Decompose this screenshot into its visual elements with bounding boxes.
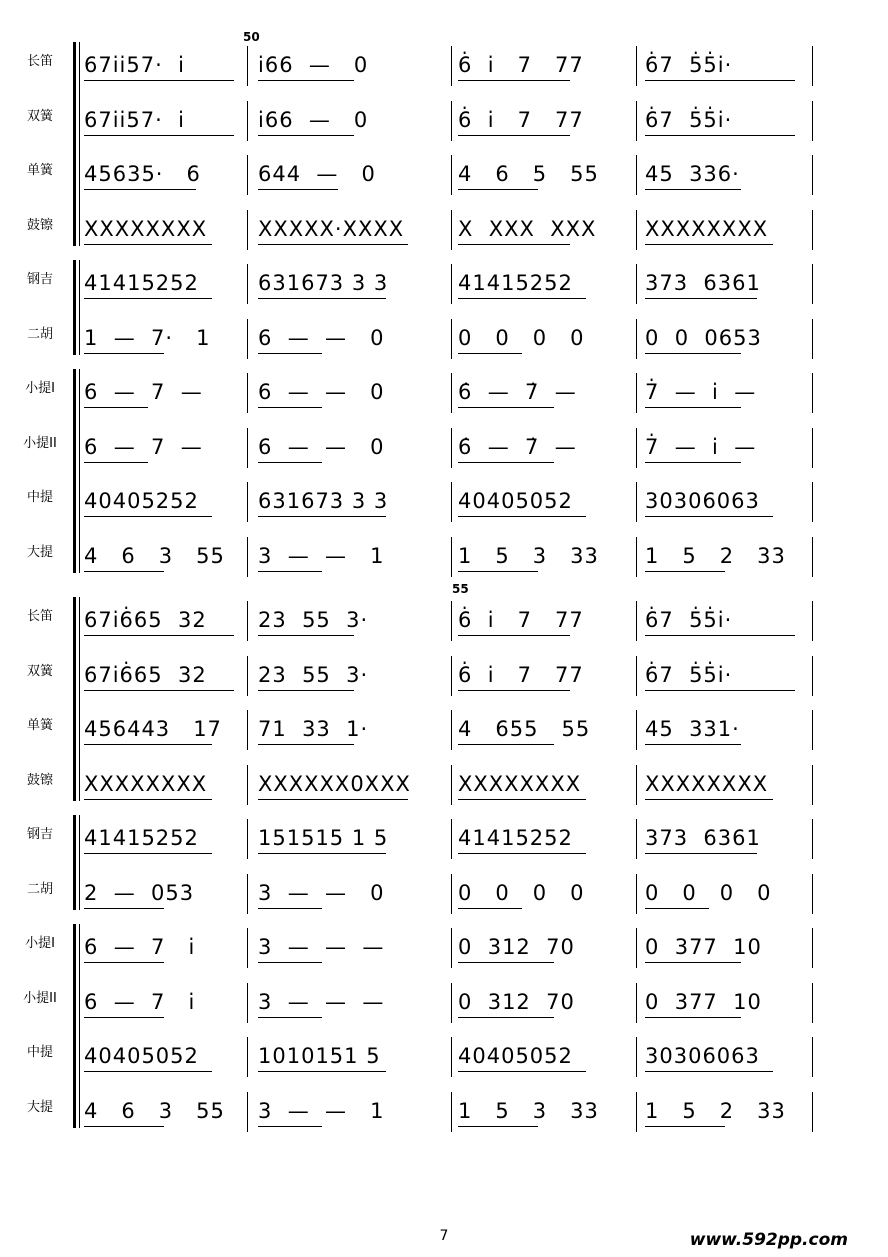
barline (451, 482, 452, 522)
barline (636, 765, 637, 805)
measure-notes: XXXXXXXX (645, 771, 769, 796)
beam-underline (458, 244, 570, 245)
instrument-label: 小提I (25, 936, 55, 951)
barline (247, 319, 248, 359)
measure-notes: 151515 1 5 (258, 826, 389, 850)
barline (636, 264, 637, 304)
beam-underline (84, 1071, 212, 1072)
watermark-text: www.592pp.com (689, 1230, 848, 1250)
beam-underline (645, 189, 741, 190)
barline (812, 46, 813, 86)
barline (636, 319, 637, 359)
beam-underline (258, 298, 386, 299)
instrument-label: 大提 (26, 1099, 53, 1115)
beam-underline (84, 80, 234, 81)
measure-notes: 1 5 2 33 (645, 1098, 786, 1123)
beam-underline (645, 690, 795, 691)
barline (247, 46, 248, 86)
measure-notes: 1 5 3 33 (458, 1098, 599, 1123)
measure-notes: 4 655 55 (458, 717, 591, 741)
instrument-label: 钢吉 (26, 827, 53, 842)
staff-bracket (73, 260, 76, 355)
barline (812, 537, 813, 577)
barline (812, 1037, 813, 1077)
barline (451, 319, 452, 359)
barline (247, 983, 248, 1023)
measure-notes: 40405052 (458, 1044, 573, 1068)
barline (247, 765, 248, 805)
barline (636, 710, 637, 750)
beam-underline (84, 962, 164, 963)
barline (812, 482, 813, 522)
measure-notes: 0 377 10 (645, 935, 762, 959)
beam-underline (645, 135, 795, 136)
instrument-label: 单簧 (26, 163, 53, 178)
beam-underline (645, 353, 741, 354)
measure-notes: 373 6361 (645, 826, 761, 850)
instrument-label: 二胡 (26, 326, 53, 342)
beam-underline (645, 80, 795, 81)
beam-underline (258, 462, 322, 463)
measure-notes: 6 — 7 i̇ (84, 935, 196, 959)
measure-notes: 41415252 (84, 826, 199, 850)
beam-underline (258, 80, 354, 81)
beam-underline (645, 1126, 725, 1127)
barline (812, 428, 813, 468)
measure-notes: 67i̇6̇65 32 (84, 608, 207, 632)
measure-notes: 4 6 5 55 (458, 162, 599, 186)
measure-notes: 6 — — 0 (258, 434, 385, 459)
beam-underline (258, 690, 354, 691)
barline (636, 601, 637, 641)
page-number: 7 (439, 1228, 449, 1244)
measure-notes: 6̇7 5̇5̇i̇· (645, 53, 733, 77)
staff-bracket (73, 369, 76, 573)
measure-notes: 40405052 (84, 1044, 199, 1068)
staff-bracket-line (79, 597, 80, 801)
barline (247, 101, 248, 141)
beam-underline (645, 908, 709, 909)
measure-notes: 631673 3 3 (258, 271, 389, 295)
barline (247, 874, 248, 914)
measure-notes: XXXXXXXX (84, 216, 208, 241)
measure-notes: 1 5 3 33 (458, 543, 599, 568)
beam-underline (84, 690, 234, 691)
beam-underline (258, 353, 322, 354)
beam-underline (458, 353, 522, 354)
beam-underline (458, 908, 522, 909)
measure-notes: X XXX XXX (458, 216, 597, 241)
measure-notes: 6̇7 5̇5̇i̇· (645, 107, 733, 132)
measure-notes: XXXXX·XXXX (258, 216, 405, 241)
barline (812, 656, 813, 696)
staff-bracket-line (79, 42, 80, 246)
measure-notes: 631673 3 3 (258, 489, 389, 513)
barline (812, 874, 813, 914)
measure-notes: 644 — 0 (258, 162, 376, 186)
instrument-label: 单簧 (26, 718, 53, 733)
barline (451, 983, 452, 1023)
instrument-label: 钢吉 (26, 272, 53, 287)
beam-underline (458, 135, 570, 136)
barline (247, 710, 248, 750)
barline (812, 983, 813, 1023)
beam-underline (84, 516, 212, 517)
measure-notes: 6 — 7 i̇ (84, 989, 196, 1014)
beam-underline (258, 1017, 322, 1018)
beam-underline (458, 853, 586, 854)
staff-bracket-line (79, 369, 80, 573)
barline (451, 601, 452, 641)
barline (636, 656, 637, 696)
measure-notes: 0 312 70 (458, 935, 575, 959)
staff-bracket (73, 815, 76, 910)
instrument-label: 鼓镲 (26, 217, 53, 233)
staff-bracket-line (79, 260, 80, 355)
beam-underline (84, 799, 212, 800)
measure-notes: 41415252 (84, 271, 199, 295)
beam-underline (645, 298, 757, 299)
beam-underline (458, 298, 586, 299)
measure-notes: 45 331· (645, 717, 740, 741)
measure-notes: 6̇7 5̇5̇i̇· (645, 608, 733, 632)
beam-underline (84, 353, 164, 354)
measure-notes: 45 336· (645, 162, 740, 186)
beam-underline (84, 407, 148, 408)
beam-underline (458, 1071, 586, 1072)
beam-underline (645, 244, 773, 245)
instrument-label: 二胡 (26, 881, 53, 897)
barline (451, 928, 452, 968)
beam-underline (458, 571, 538, 572)
instrument-label: 中提 (26, 490, 53, 505)
beam-underline (84, 298, 212, 299)
barline (812, 319, 813, 359)
measure-notes: 3 — — 1 (258, 543, 385, 568)
barline (451, 101, 452, 141)
measure-notes: 0 0 0 0 (458, 325, 585, 350)
barline (247, 155, 248, 195)
barline (636, 1037, 637, 1077)
instrument-label: 双簧 (26, 663, 53, 679)
barline (636, 482, 637, 522)
staff-bracket (73, 597, 76, 801)
barline (636, 928, 637, 968)
beam-underline (84, 635, 234, 636)
beam-underline (258, 962, 322, 963)
barline (636, 373, 637, 413)
barline (636, 874, 637, 914)
barline (451, 1092, 452, 1132)
measure-notes: 4 6 3 55 (84, 1098, 225, 1123)
measure-notes: 0 377 10 (645, 989, 762, 1014)
barline (812, 601, 813, 641)
barline (636, 210, 637, 250)
measure-notes: 41415252 (458, 826, 573, 850)
measure-notes: 7̇ — i̇ — (645, 434, 757, 459)
measure-notes: 6̇ i̇ 7 77 (458, 53, 584, 77)
beam-underline (645, 635, 795, 636)
beam-underline (645, 1017, 741, 1018)
barline (451, 656, 452, 696)
measure-notes: 2 — 053 (84, 880, 195, 905)
barline (451, 210, 452, 250)
barline (812, 210, 813, 250)
measure-notes: 373 6361 (645, 271, 761, 295)
barline (812, 710, 813, 750)
barline (247, 601, 248, 641)
beam-underline (258, 744, 354, 745)
measure-notes: 45635· 6 (84, 162, 201, 186)
barline (636, 819, 637, 859)
barline (812, 101, 813, 141)
measure-notes: 3 — — — (258, 935, 385, 959)
measure-notes: i̇66 — 0 (258, 107, 369, 132)
measure-notes: 6̇ — 7̇ — (458, 434, 577, 459)
beam-underline (458, 1017, 554, 1018)
barline (247, 928, 248, 968)
beam-underline (645, 799, 773, 800)
barline (812, 264, 813, 304)
barline (636, 46, 637, 86)
measure-notes: 6 — — 0 (258, 325, 385, 350)
staff-bracket-line (79, 924, 80, 1128)
measure-notes: 41415252 (458, 271, 573, 295)
measure-notes: 6̇ i̇ 7 77 (458, 608, 584, 632)
beam-underline (84, 244, 212, 245)
barline (247, 482, 248, 522)
beam-underline (458, 744, 554, 745)
barline (247, 428, 248, 468)
beam-underline (258, 407, 322, 408)
barline (451, 373, 452, 413)
instrument-label: 大提 (26, 544, 53, 560)
measure-notes: 0 0 0 0 (458, 880, 585, 905)
measure-notes: 0 0 0 0 (645, 880, 772, 905)
measure-notes: 3 — — 0 (258, 880, 385, 905)
barline (451, 765, 452, 805)
measure-notes: 30306063 (645, 489, 760, 513)
barline (636, 101, 637, 141)
beam-underline (458, 690, 570, 691)
beam-underline (258, 635, 354, 636)
beam-underline (645, 407, 741, 408)
measure-notes: 40405252 (84, 489, 199, 513)
beam-underline (258, 908, 322, 909)
barline (812, 373, 813, 413)
measure-notes: 6 — 7 — (84, 380, 203, 404)
beam-underline (458, 799, 586, 800)
measure-notes: 6 — — 0 (258, 380, 385, 404)
beam-underline (458, 1126, 538, 1127)
beam-underline (645, 462, 741, 463)
measure-notes: 7̇ — i̇ — (645, 380, 757, 404)
measure-notes: 23 55 3· (258, 608, 369, 632)
measure-number-55: 55 (452, 582, 469, 596)
barline (636, 983, 637, 1023)
beam-underline (458, 962, 554, 963)
measure-notes: 0 312 70 (458, 989, 575, 1014)
beam-underline (645, 516, 773, 517)
barline (636, 1092, 637, 1132)
measure-notes: 6 — 7 — (84, 434, 203, 459)
beam-underline (458, 80, 570, 81)
barline (451, 1037, 452, 1077)
beam-underline (84, 571, 164, 572)
measure-notes: XXXXXXXX (645, 216, 769, 241)
staff-bracket (73, 924, 76, 1128)
beam-underline (258, 516, 386, 517)
barline (247, 819, 248, 859)
barline (451, 537, 452, 577)
measure-notes: i̇66 — 0 (258, 53, 369, 77)
measure-notes: 67i̇i̇57· i̇ (84, 53, 185, 77)
barline (812, 819, 813, 859)
barline (451, 819, 452, 859)
measure-notes: XXXXXXXX (458, 771, 582, 796)
beam-underline (458, 189, 538, 190)
barline (247, 1092, 248, 1132)
beam-underline (84, 462, 148, 463)
barline (247, 373, 248, 413)
beam-underline (258, 244, 408, 245)
beam-underline (84, 189, 196, 190)
beam-underline (258, 189, 338, 190)
measure-notes: 0 0 0653 (645, 325, 762, 350)
measure-notes: 6̇ — 7̇ — (458, 380, 577, 404)
instrument-label: 小提II (23, 435, 57, 451)
barline (451, 264, 452, 304)
instrument-label: 小提I (25, 381, 55, 396)
measure-notes: 4 6 3 55 (84, 543, 225, 568)
barline (247, 537, 248, 577)
measure-notes: 6̇7 5̇5̇i̇· (645, 662, 733, 687)
barline (247, 656, 248, 696)
measure-notes: 23 55 3· (258, 662, 369, 687)
beam-underline (258, 1126, 322, 1127)
barline (451, 46, 452, 86)
measure-notes: 71 33 1· (258, 717, 369, 741)
barline (451, 155, 452, 195)
measure-notes: XXXXXXXX (84, 771, 208, 796)
barline (636, 155, 637, 195)
barline (451, 874, 452, 914)
beam-underline (458, 635, 570, 636)
beam-underline (258, 1071, 386, 1072)
barline (247, 1037, 248, 1077)
measure-notes: 3 — — — (258, 989, 385, 1014)
measure-notes: 6̇ i̇ 7 77 (458, 107, 584, 132)
beam-underline (645, 744, 741, 745)
instrument-label: 长笛 (26, 54, 53, 69)
barline (812, 928, 813, 968)
beam-underline (84, 853, 212, 854)
instrument-label: 中提 (26, 1045, 53, 1060)
beam-underline (84, 135, 234, 136)
beam-underline (258, 135, 354, 136)
measure-notes: 67i̇6̇65 32 (84, 662, 207, 687)
barline (247, 264, 248, 304)
instrument-label: 双簧 (26, 108, 53, 124)
barline (451, 428, 452, 468)
beam-underline (645, 1071, 773, 1072)
measure-notes: 40405052 (458, 489, 573, 513)
instrument-label: 小提II (23, 990, 57, 1006)
barline (247, 210, 248, 250)
beam-underline (645, 571, 725, 572)
beam-underline (84, 1126, 164, 1127)
barline (812, 765, 813, 805)
measure-notes: 1 — 7· 1 (84, 325, 211, 350)
beam-underline (458, 516, 586, 517)
staff-bracket-line (79, 815, 80, 910)
measure-number-50: 50 (243, 30, 260, 44)
instrument-label: 长笛 (26, 609, 53, 624)
measure-notes: 30306063 (645, 1044, 760, 1068)
barline (636, 428, 637, 468)
beam-underline (458, 462, 554, 463)
instrument-label: 鼓镲 (26, 772, 53, 788)
beam-underline (258, 799, 408, 800)
staff-bracket (73, 42, 76, 246)
measure-notes: 67i̇i̇57· i̇ (84, 107, 185, 132)
barline (812, 1092, 813, 1132)
beam-underline (84, 744, 212, 745)
beam-underline (645, 962, 741, 963)
barline (636, 537, 637, 577)
measure-notes: 3 — — 1 (258, 1098, 385, 1123)
beam-underline (258, 571, 322, 572)
beam-underline (84, 908, 164, 909)
measure-notes: 1010151 5 (258, 1044, 381, 1068)
barline (812, 155, 813, 195)
beam-underline (458, 407, 554, 408)
beam-underline (645, 853, 757, 854)
measure-notes: 6̇ i̇ 7 77 (458, 662, 584, 687)
beam-underline (258, 853, 386, 854)
measure-notes: 456443 17 (84, 717, 222, 741)
barline (451, 710, 452, 750)
measure-notes: XXXXXX0XXX (258, 771, 411, 796)
measure-notes: 1 5 2 33 (645, 543, 786, 568)
beam-underline (84, 1017, 164, 1018)
